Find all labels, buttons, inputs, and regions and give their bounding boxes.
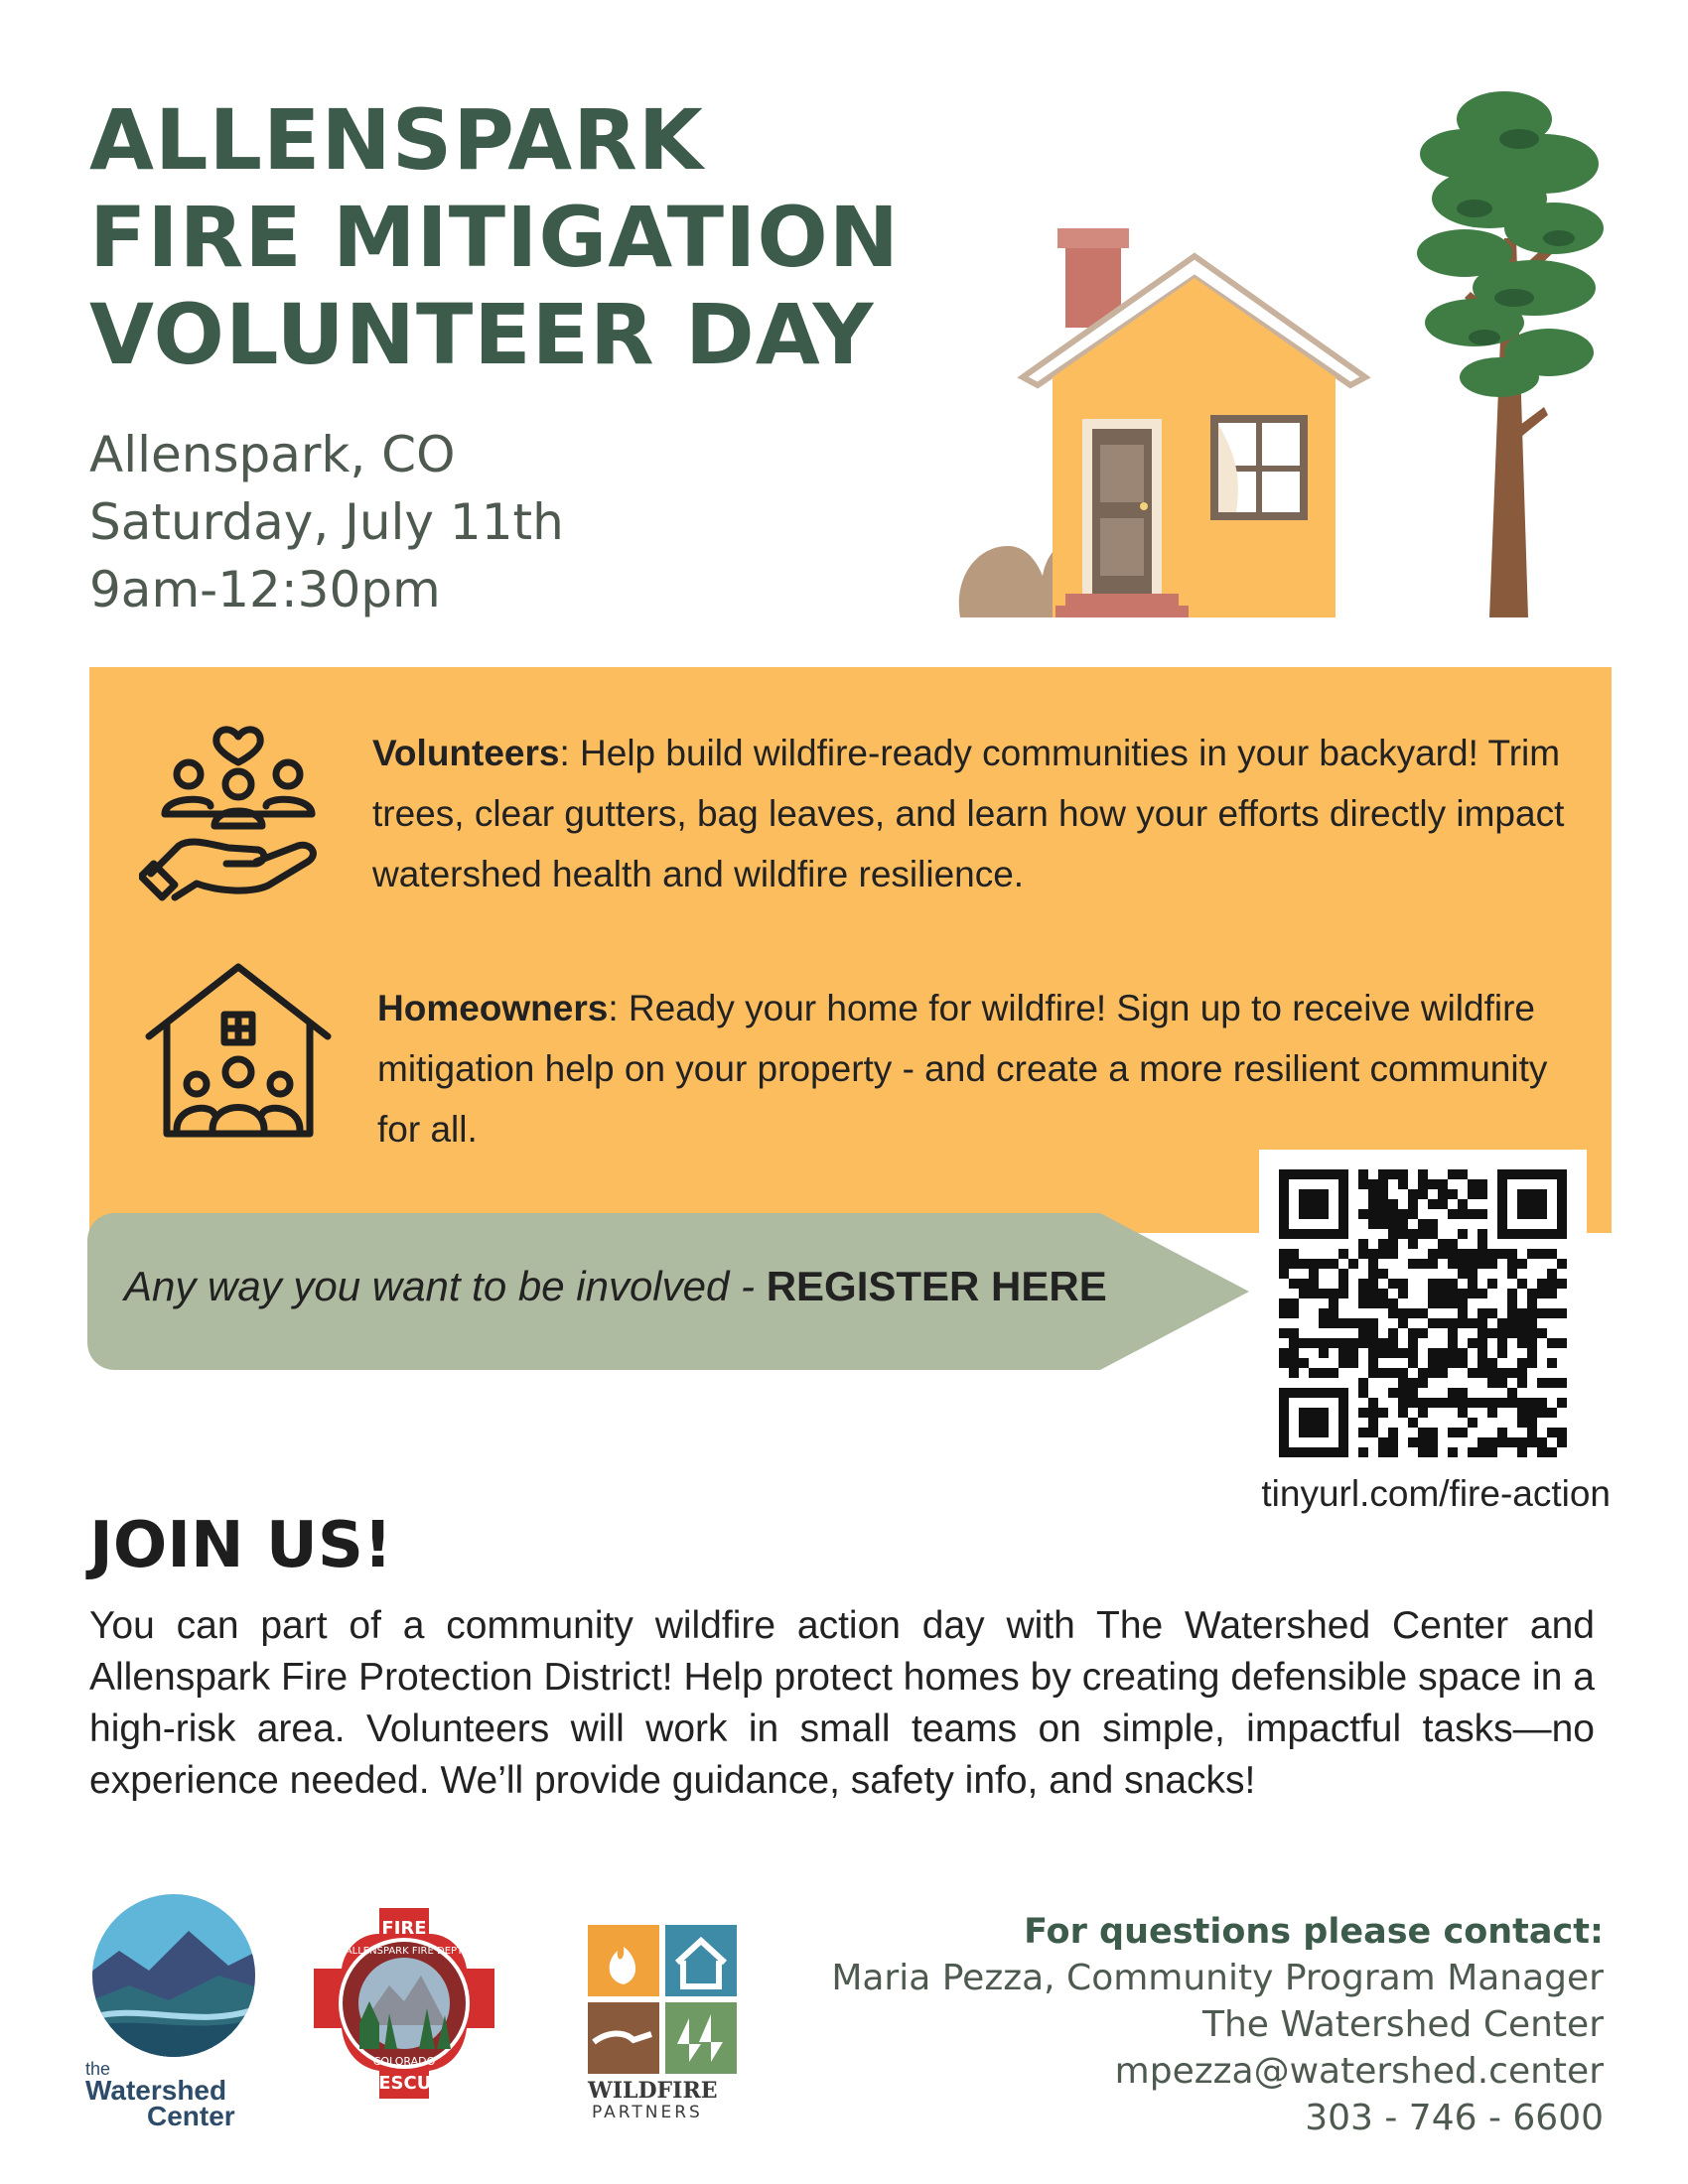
house-and-tree-illustration (948, 79, 1623, 635)
contact-org: The Watershed Center (1202, 2004, 1604, 2045)
fire-logo-ring: ALLENSPARK FIRE DEPT (345, 1946, 464, 1957)
event-details (89, 421, 564, 623)
event-location: Allenspark, CO (89, 426, 456, 483)
volunteers-text: : Help build wildfire-ready communities in your backyard! Trim trees, clear gutters, bag leaves, and learn how your efforts directly impact watershed health and wildfire resilience. (372, 733, 1565, 894)
watershed-logo-name1: Watershed (85, 2075, 227, 2106)
qr-url[interactable]: tinyurl.com/fire-action (1261, 1473, 1611, 1514)
contact-heading: For questions please contact: (1024, 1912, 1604, 1952)
contact-phone[interactable]: 303 - 746 - 6600 (1305, 2098, 1604, 2138)
door-steps (1065, 594, 1179, 606)
family-house-icon (139, 955, 338, 1154)
fire-logo-bottom: RESCUE (364, 2073, 444, 2094)
watershed-logo-name2: Center (147, 2101, 235, 2129)
homeowners-label: Homeowners (377, 988, 609, 1028)
wildfire-logo-name1: WILDFIRE (588, 2078, 718, 2104)
title-line-3: VOLUNTEER DAY (89, 286, 875, 383)
people-in-hand-icon (139, 707, 338, 905)
contact-email[interactable]: mpezza@watershed.center (1114, 2051, 1604, 2092)
join-body: You can part of a community wildfire action day with The Watershed Center and Allenspark Fire Protection District! Help protect homes by creating defensible space in a high-risk area. Volunteers will work in small teams on simple, impactful tasks—no experience needed. We’ll provide guidance, safety info, and snacks! (89, 1604, 1595, 1802)
fire-logo-state: COLORADO (372, 2055, 436, 2068)
cta-action: REGISTER HERE (766, 1263, 1107, 1309)
event-time: 9am-12:30pm (89, 561, 441, 618)
wildfire-logo-name2: PARTNERS (592, 2103, 703, 2121)
contact-block (831, 1909, 1604, 2141)
watershed-logo-the: the (85, 2059, 111, 2079)
contact-name-role: Maria Pezza, Community Program Manager (831, 1958, 1604, 1998)
volunteers-label: Volunteers (372, 733, 560, 773)
allenspark-fire-logo (310, 1904, 498, 2103)
event-date: Saturday, July 11th (89, 493, 564, 551)
homeowners-paragraph (377, 978, 1569, 1160)
qr-code[interactable] (1259, 1150, 1587, 1477)
watershed-center-logo (79, 1891, 268, 2129)
cta-lead: Any way you want to be involved - (124, 1263, 767, 1309)
register-link[interactable] (124, 1259, 1107, 1314)
fire-logo-top: FIRE (381, 1918, 427, 1939)
title-line-2: FIRE MITIGATION (89, 189, 901, 286)
volunteers-paragraph (372, 723, 1604, 904)
title-line-1: ALLENSPARK (89, 91, 704, 189)
qr-code-container[interactable] (1259, 1150, 1587, 1477)
homeowners-text: : Ready your home for wildfire! Sign up to receive wildfire mitigation help on your property - and create a more resilient community for all. (377, 988, 1548, 1150)
event-title (89, 91, 900, 383)
join-heading: JOIN US! (89, 1509, 393, 1582)
wildfire-partners-logo (586, 1923, 755, 2121)
